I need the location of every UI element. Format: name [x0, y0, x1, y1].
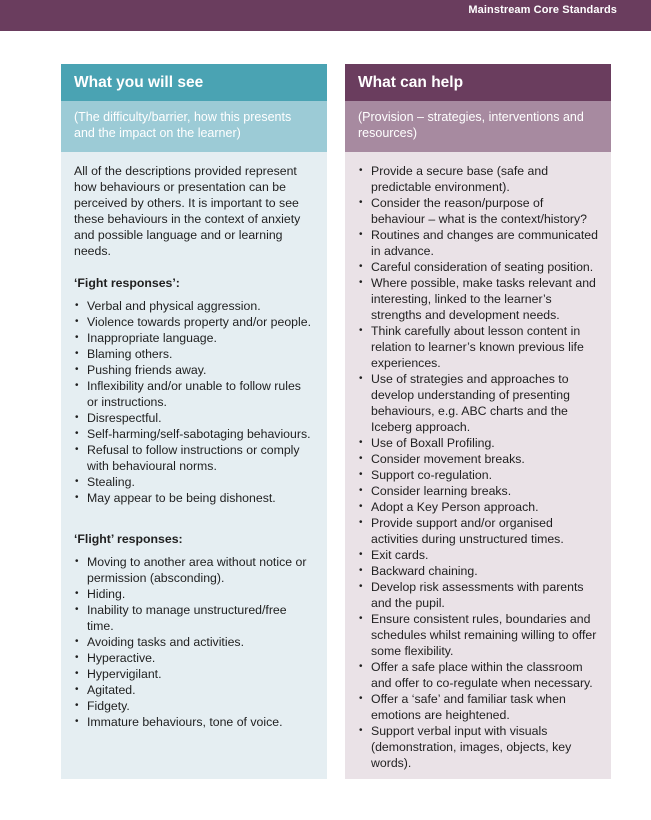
- list-item: • Immature behaviours, tone of voice.: [74, 714, 314, 730]
- fight-list: [74, 298, 314, 506]
- list-item: • Consider the reason/purpose of behaviour – what is the context/history?: [358, 195, 598, 227]
- list-item: • Develop risk assessments with parents and the pupil.: [358, 579, 598, 611]
- flight-list: [74, 554, 314, 730]
- list-item: • Offer a safe place within the classroom and offer to co-regulate when necessary.: [358, 659, 598, 691]
- list-item: • Blaming others.: [74, 346, 314, 362]
- list-item: • Inability to manage unstructured/free time.: [74, 602, 314, 634]
- fight-heading: ‘Fight responses’:: [74, 276, 180, 290]
- list-item: • Support verbal input with visuals (demonstration, images, objects, key words).: [358, 723, 598, 771]
- strategies-list: [358, 163, 598, 771]
- header-bar: [0, 0, 651, 31]
- list-item: • Ensure consistent rules, boundaries and schedules whilst remaining willing to offer some flexibility.: [358, 611, 598, 659]
- list-item: • Consider learning breaks.: [358, 483, 598, 499]
- right-column: [345, 64, 611, 779]
- list-item: • Hypervigilant.: [74, 666, 314, 682]
- list-item: • Inflexibility and/or unable to follow rules or instructions.: [74, 378, 314, 410]
- list-item: • Inappropriate language.: [74, 330, 314, 346]
- right-heading: What can help: [345, 64, 611, 101]
- right-body: [345, 152, 611, 771]
- left-body: [61, 152, 327, 730]
- list-item: • Adopt a Key Person approach.: [358, 499, 598, 515]
- list-item: • May appear to be being dishonest.: [74, 490, 314, 506]
- list-item: • Disrespectful.: [74, 410, 314, 426]
- list-item: • Avoiding tasks and activities.: [74, 634, 314, 650]
- left-heading: What you will see: [61, 64, 327, 101]
- list-item: • Moving to another area without notice or permission (absconding).: [74, 554, 314, 586]
- list-item: • Fidgety.: [74, 698, 314, 714]
- list-item: • Where possible, make tasks relevant and interesting, linked to the learner’s strengths and development needs.: [358, 275, 598, 323]
- list-item: • Backward chaining.: [358, 563, 598, 579]
- list-item: • Verbal and physical aggression.: [74, 298, 314, 314]
- list-item: • Agitated.: [74, 682, 314, 698]
- list-item: • Violence towards property and/or people.: [74, 314, 314, 330]
- list-item: • Routines and changes are communicated in advance.: [358, 227, 598, 259]
- list-item: • Pushing friends away.: [74, 362, 314, 378]
- list-item: • Support co-regulation.: [358, 467, 598, 483]
- right-subheading: (Provision – strategies, interventions and resources): [345, 101, 611, 152]
- list-item: • Think carefully about lesson content in relation to learner’s known previous life experiences.: [358, 323, 598, 371]
- list-item: • Use of strategies and approaches to develop understanding of presenting behaviours, e.g. ABC charts and the Iceberg approach.: [358, 371, 598, 435]
- list-item: • Refusal to follow instructions or comply with behavioural norms.: [74, 442, 314, 474]
- list-item: • Self-harming/self-sabotaging behaviours.: [74, 426, 314, 442]
- left-subheading: (The difficulty/barrier, how this presents and the impact on the learner): [61, 101, 327, 152]
- left-column: [61, 64, 327, 779]
- list-item: • Exit cards.: [358, 547, 598, 563]
- list-item: • Hiding.: [74, 586, 314, 602]
- list-item: • Use of Boxall Profiling.: [358, 435, 598, 451]
- document-title: Mainstream Core Standards: [468, 4, 617, 16]
- list-item: • Provide a secure base (safe and predictable environment).: [358, 163, 598, 195]
- flight-heading: ‘Flight’ responses:: [74, 532, 183, 546]
- list-item: • Consider movement breaks.: [358, 451, 598, 467]
- list-item: • Careful consideration of seating position.: [358, 259, 598, 275]
- list-item: • Stealing.: [74, 474, 314, 490]
- list-item: • Provide support and/or organised activities during unstructured times.: [358, 515, 598, 547]
- list-item: • Offer a ‘safe’ and familiar task when emotions are heightened.: [358, 691, 598, 723]
- intro-text: All of the descriptions provided represent how behaviours or presentation can be perceived by others. It is important to see these behaviours in the context of anxiety and possible language and or learning needs.: [74, 164, 301, 258]
- list-item: • Hyperactive.: [74, 650, 314, 666]
